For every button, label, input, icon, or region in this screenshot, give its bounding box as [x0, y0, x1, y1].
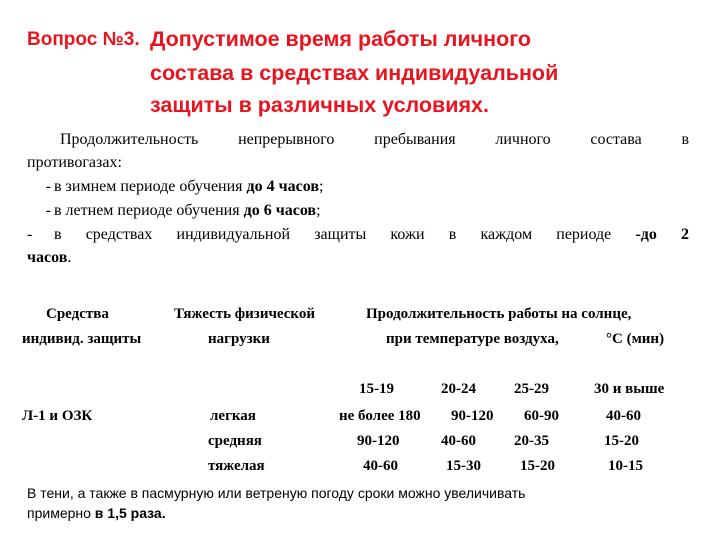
- temp-range-1: 15-19: [359, 381, 394, 397]
- intro-line-2: противогазах:: [27, 154, 122, 171]
- means-cell: Л-1 и ОЗК: [22, 408, 93, 424]
- row-load-heavy: тяжелая: [208, 458, 265, 474]
- bullet-bold: до 6 часов: [243, 202, 317, 219]
- row-load-light: легкая: [210, 408, 256, 424]
- bullet-text: в зимнем периоде обучения: [54, 178, 247, 195]
- table-cell: 20-35: [514, 433, 549, 449]
- temp-range-2: 20-24: [441, 381, 476, 397]
- col-header-unit: °С (мин): [606, 331, 665, 347]
- bullet-text: в летнем периоде обучения: [54, 202, 244, 219]
- bullet-skin-line-1: [27, 223, 689, 246]
- slide-title-line-3: защиты в различных условиях.: [150, 93, 489, 117]
- col-header-load: Тяжесть физической: [174, 306, 316, 322]
- row-load-medium: средняя: [208, 433, 262, 449]
- bullet-summer: [27, 199, 689, 222]
- table-cell: не более 180: [339, 408, 421, 424]
- bullet-tail: .: [67, 249, 72, 266]
- table-cell: 40-60: [441, 433, 476, 449]
- col-header-duration-2: при температуре воздуха,: [386, 331, 559, 347]
- table-cell: 15-20: [520, 458, 555, 474]
- col-header-load-2: нагрузки: [208, 331, 270, 347]
- bullet-text: в средствах индивидуальной защиты кожи в каждом периоде: [54, 226, 636, 243]
- col-header-means: Средства: [46, 306, 109, 322]
- bullet-skin-line-2: [27, 246, 689, 269]
- slide-title-line-1: Допустимое время работы личного: [150, 27, 532, 51]
- bullet-winter: [27, 175, 689, 198]
- table-cell: 60-90: [524, 408, 559, 424]
- bullet-dash: -: [45, 178, 51, 195]
- col-header-means-2: индивид. защиты: [22, 331, 142, 347]
- table-cell: 40-60: [606, 408, 641, 424]
- bullet-bold: -до 2: [635, 226, 690, 243]
- bullet-dash: -: [45, 202, 51, 219]
- bullet-skin-protection: [27, 223, 689, 269]
- footer-text-2: примерно: [27, 505, 95, 521]
- bullet-tail: ;: [316, 202, 321, 219]
- intro-line-1: Продолжительность непрерывного пребывания личного состава в: [60, 131, 689, 148]
- table-cell: 15-30: [446, 458, 481, 474]
- bullet-bold: до 4 часов: [246, 178, 319, 195]
- question-label: Вопрос №3.: [27, 29, 140, 50]
- temp-range-4: 30 и выше: [594, 381, 665, 397]
- footer-bold: в 1,5 раза.: [94, 505, 166, 521]
- table-cell: 40-60: [363, 458, 398, 474]
- slide-title-line-2: состава в средствах индивидуальной: [150, 61, 559, 85]
- col-header-duration: Продолжительность работы на солнце,: [366, 306, 632, 322]
- table-cell: 15-20: [604, 433, 639, 449]
- table-cell: 10-15: [608, 458, 643, 474]
- intro-paragraph: [27, 128, 689, 174]
- bullet-tail: ;: [319, 178, 324, 195]
- bullet-bold-2: часов: [27, 249, 68, 266]
- footer-note: [27, 483, 667, 523]
- temp-range-3: 25-29: [514, 381, 549, 397]
- bullet-dash: -: [27, 226, 33, 243]
- footer-line-1: В тени, а также в пасмурную или ветреную погоду сроки можно увеличивать: [27, 485, 526, 501]
- footer-line-2: [27, 503, 667, 523]
- table-cell: 90-120: [357, 433, 400, 449]
- table-cell: 90-120: [451, 408, 494, 424]
